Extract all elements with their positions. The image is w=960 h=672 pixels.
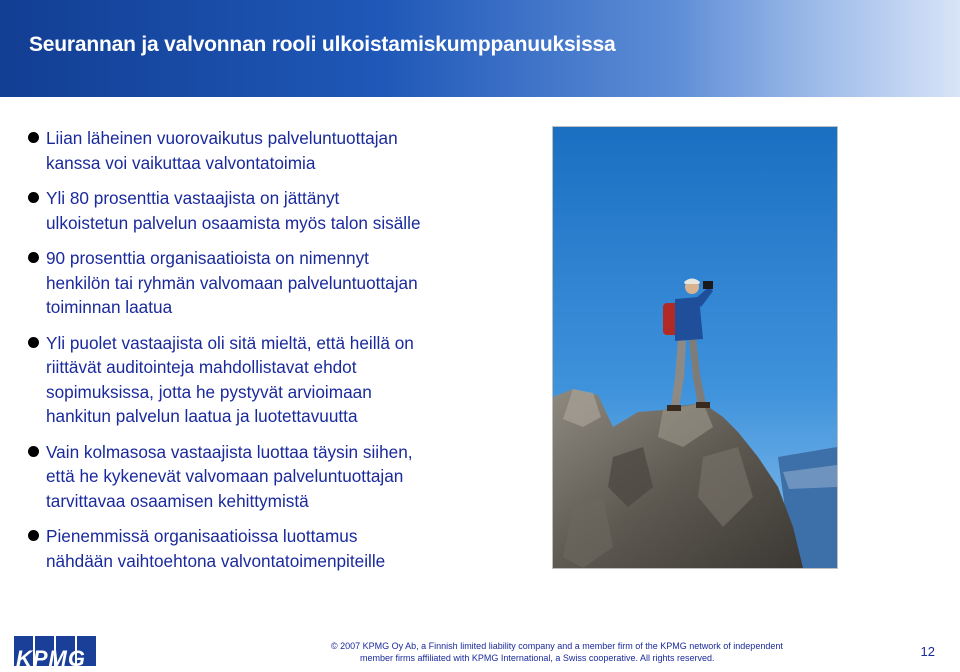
bullet-item xyxy=(28,246,538,320)
kpmg-logo xyxy=(14,636,98,671)
page-number: 12 xyxy=(920,644,935,659)
bullet-dot-icon xyxy=(28,192,39,203)
slide-title: Seurannan ja valvonnan rooli ulkoistamiskumppanuuksissa xyxy=(29,33,616,56)
hiker-on-rock-photo xyxy=(552,126,838,569)
copyright-line-1: © 2007 KPMG Oy Ab, a Finnish limited liability company and a member firm of the KPMG network of independent xyxy=(331,641,783,651)
bullet-dot-icon xyxy=(28,530,39,541)
copyright-line-2: member firms affiliated with KPMG International, a Swiss cooperative. All rights reserved. xyxy=(360,653,715,663)
bullet-text: 90 prosenttia organisaatioista on nimennyt henkilön tai ryhmän valvomaan palveluntuottajan toiminnan laatua xyxy=(46,248,418,317)
bullet-dot-icon xyxy=(28,132,39,143)
kpmg-logo-text: KPMG xyxy=(16,646,86,671)
bullet-text: Vain kolmasosa vastaajista luottaa täysin siihen, että he kykenevät valvomaan palveluntuottajan tarvittavaa osaamisen kehittymistä xyxy=(46,441,413,511)
bullet-item xyxy=(28,331,538,429)
bullet-dot-icon xyxy=(28,252,39,263)
bullet-dot-icon xyxy=(28,337,39,348)
bullet-item xyxy=(28,126,538,175)
bullet-list xyxy=(28,126,538,584)
bullet-text: Pienemmissä organisaatioissa luottamus nähdään vaihtoehtona valvontatoimenpiteille xyxy=(46,526,386,571)
slide-header xyxy=(0,0,960,97)
bullet-item xyxy=(28,440,538,514)
bullet-text: Yli puolet vastaajista oli sitä mieltä, että heillä on riittävät auditointeja mahdollistavat ehdot sopimuksissa, jotta he pystyvät arvioimaan hankitun palvelun laatua ja luotettavuutta xyxy=(46,332,414,426)
bullet-item xyxy=(28,524,538,573)
bullet-text: Yli 80 prosenttia vastaajista on jättänyt ulkoistetun palvelun osaamista myös talon sisälle xyxy=(46,188,421,233)
bullet-dot-icon xyxy=(28,446,39,457)
bullet-text: Liian läheinen vuorovaikutus palveluntuottajan kanssa voi vaikuttaa valvontatoimia xyxy=(46,128,398,173)
copyright-notice xyxy=(331,640,783,664)
hiker-illustration xyxy=(553,127,837,568)
bullet-item xyxy=(28,186,538,235)
